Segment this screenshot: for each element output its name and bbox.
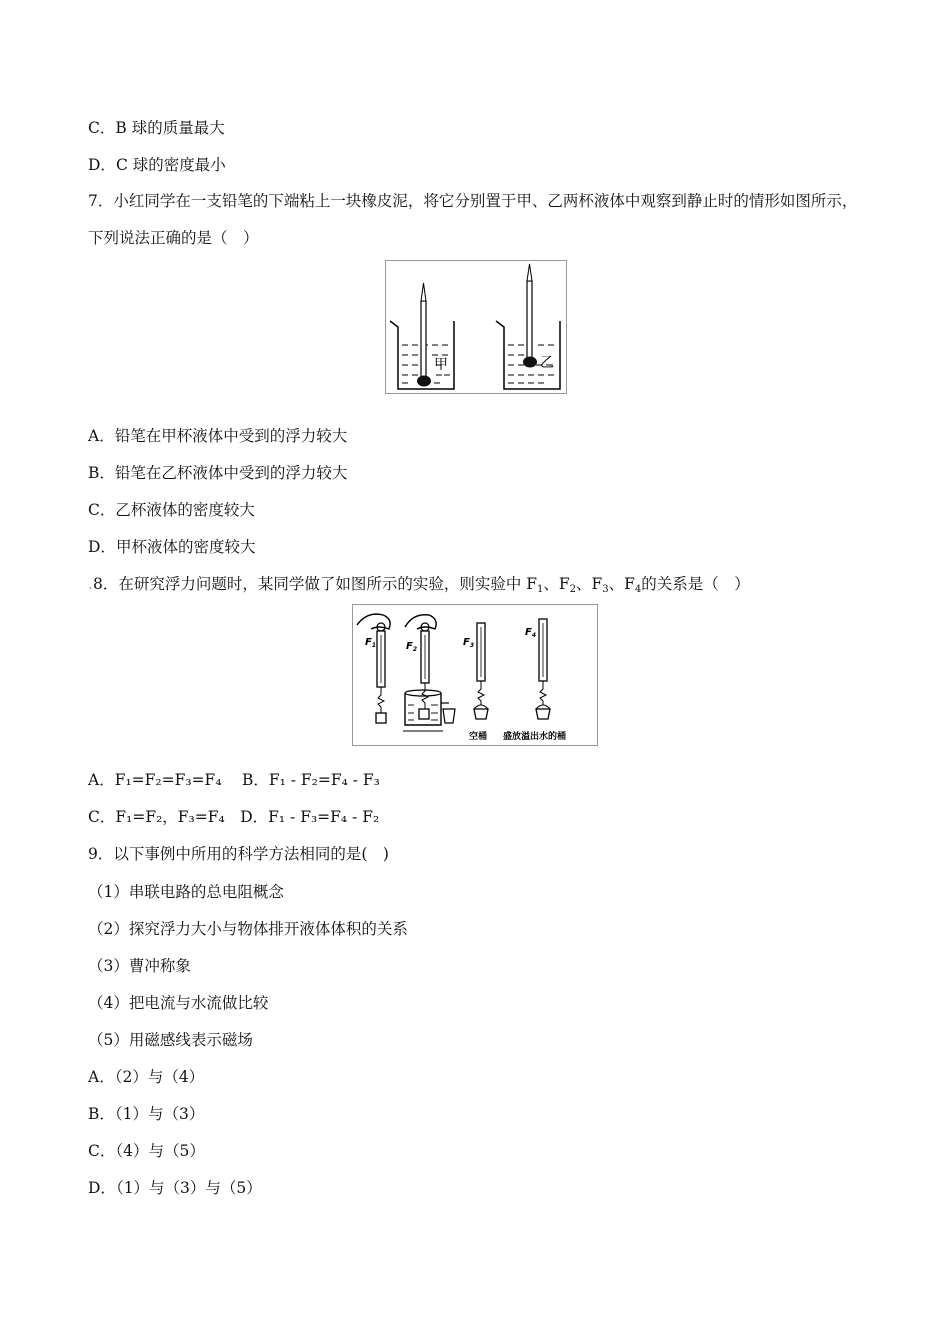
q7-beakers-diagram bbox=[386, 261, 566, 393]
q7-stem: 7．小红同学在一支铅笔的下端粘上一块橡皮泥，将它分别置于甲、乙两杯液体中观察到静止时的情形如图所示，下列说法正确的是（ ） bbox=[88, 192, 858, 247]
q9-item-1: （1）串联电路的总电阻概念 bbox=[88, 883, 284, 901]
q8-caption-bucket-with-water: 盛放溢出水的桶 bbox=[503, 732, 567, 742]
q9-option-c: C．（4）与（5） bbox=[88, 1142, 205, 1160]
q8-label-f1: $F_1$ bbox=[365, 637, 377, 649]
q9-item-5: （5）用磁感线表示磁场 bbox=[88, 1031, 253, 1049]
q8-label-f3: $F_3$ bbox=[463, 637, 475, 649]
q8-label-f4: $F_4$ bbox=[525, 627, 537, 639]
q7-option-c: C．乙杯液体的密度较大 bbox=[88, 501, 255, 519]
q7-option-b: B．铅笔在乙杯液体中受到的浮力较大 bbox=[88, 464, 348, 482]
q7-label-yi: 乙 bbox=[540, 355, 554, 371]
q6-option-d: D．C 球的密度最小 bbox=[88, 156, 226, 174]
q9-stem: 9．以下事例中所用的科学方法相同的是( ) bbox=[88, 845, 389, 863]
q8-options-row2: C．F₁=F₂，F₃=F₄ D．F₁ - F₃=F₄ - F₂ bbox=[88, 808, 380, 826]
q8-stem: .8．在研究浮力问题时，某同学做了如图所示的实验，则实验中 $F_1$、$F_2$、$F_3$、$F_4$的关系是（ ） bbox=[88, 575, 750, 595]
q8-label-f2: $F_2$ bbox=[406, 641, 418, 653]
q7-label-jia: 甲 bbox=[434, 357, 448, 373]
q9-option-a: A．（2）与（4） bbox=[88, 1068, 205, 1086]
q8-figure bbox=[352, 604, 598, 746]
q8-caption-empty-bucket: 空桶 bbox=[469, 732, 488, 742]
q9-item-3: （3）曹冲称象 bbox=[88, 957, 191, 975]
q7-figure bbox=[385, 260, 567, 394]
q7-option-d: D．甲杯液体的密度较大 bbox=[88, 538, 256, 556]
q9-option-b: B．（1）与（3） bbox=[88, 1105, 205, 1123]
q8-marker-dot: . bbox=[88, 575, 93, 593]
q8-experiment-diagram bbox=[353, 605, 597, 745]
q6-option-c: C．B 球的质量最大 bbox=[88, 119, 225, 137]
q9-item-2: （2）探究浮力大小与物体排开液体体积的关系 bbox=[88, 920, 408, 938]
q7-option-a: A．铅笔在甲杯液体中受到的浮力较大 bbox=[88, 427, 348, 445]
q8-options-row1: A．F₁=F₂=F₃=F₄ B．F₁ - F₂=F₄ - F₃ bbox=[88, 771, 380, 789]
q9-option-d: D．（1）与（3）与（5） bbox=[88, 1179, 262, 1197]
q9-item-4: （4）把电流与水流做比较 bbox=[88, 994, 269, 1012]
